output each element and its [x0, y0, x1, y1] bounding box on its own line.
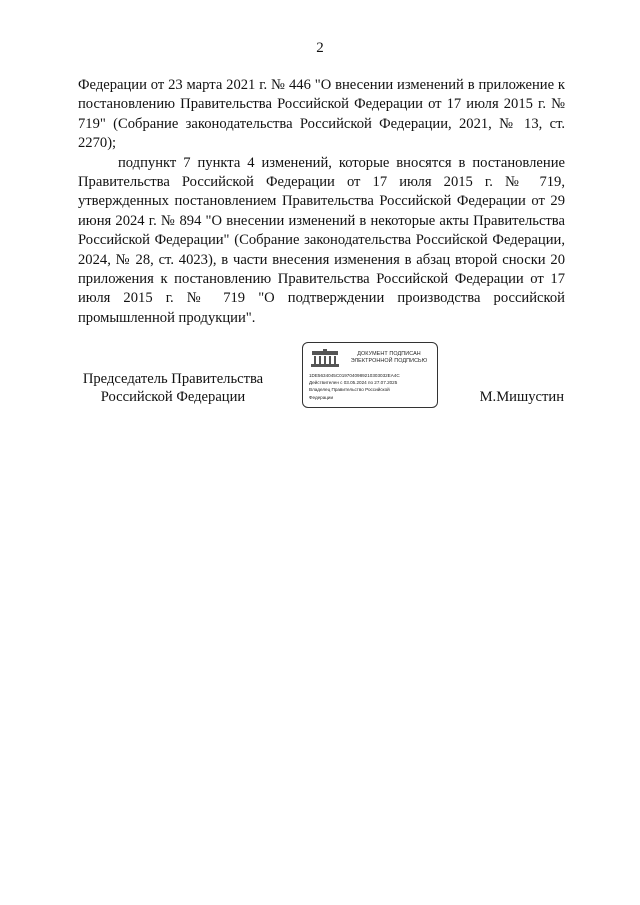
- stamp-validity: Действителен с 03.05.2024 по 27.07.2025: [309, 380, 398, 386]
- government-building-emblem-icon: [311, 349, 339, 367]
- stamp-owner-line-1: Владелец Правительство Российской: [309, 387, 390, 393]
- paragraph-continuation: Федерации от 23 марта 2021 г. № 446 "О внесении изменений в приложение к постановлению Правительства Российской Федерации от 17 июля 2015 г. № 719" (Собрание законодательства Российской Федерации, 2021, № 13, ст. 2270);: [78, 77, 565, 152]
- electronic-signature-stamp: [302, 342, 438, 408]
- paragraph-subclause: подпункт 7 пункта 4 изменений, которые вносятся в постановление Правительства Российской Федерации от 17 июля 2015 г. № 719, утвержденных постановлением Правительства Российской Федерации от 29 июня 2024 г. № 894 "О внесении изменений в некоторые акты Правительства Российской Федерации" (Собрание законодательства Российской Федерации, 2024, № 28, ст. 4023), в части внесения изменения в абзац второй сноски 20 приложения к постановлению Правительства Российской Федерации от 17 июля 2015 г. № 719 "О подтверждении производства российской промышленной продукции".: [78, 154, 565, 326]
- signatory-title: [78, 370, 268, 406]
- signatory-title-line-2: Российской Федерации: [100, 389, 246, 405]
- document-body: [78, 76, 565, 328]
- stamp-heading-line-2: ЭЛЕКТРОННОЙ ПОДПИСЬЮ: [350, 358, 428, 364]
- stamp-details: [309, 372, 435, 401]
- stamp-heading-line-1: ДОКУМЕНТ ПОДПИСАН: [357, 351, 421, 357]
- signatory-title-line-1: Председатель Правительства: [82, 371, 264, 387]
- stamp-owner-line-2: Федерации: [309, 394, 334, 400]
- stamp-heading: [343, 351, 435, 365]
- stamp-certificate: 1DE5634045C0197040989210303032EA4C: [309, 373, 400, 378]
- page-number: 2: [316, 40, 324, 56]
- signatory-name: М.Мишустин: [479, 389, 564, 405]
